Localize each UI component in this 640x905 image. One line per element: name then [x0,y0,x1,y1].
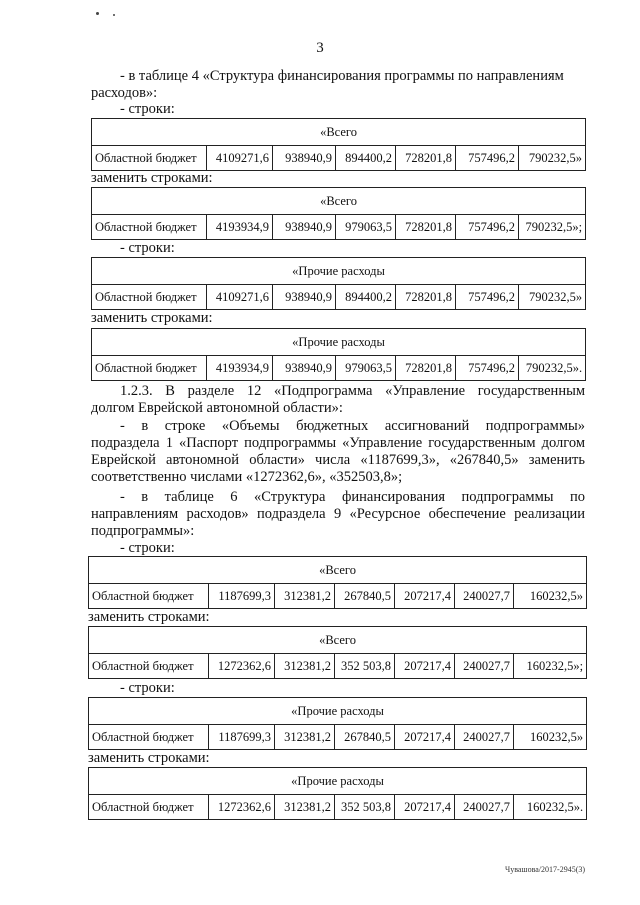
table-cell: 1272362,6 [209,654,275,679]
table-cell: 728201,8 [396,146,456,171]
table-cell: 240027,7 [455,795,514,820]
scan-speck [96,12,99,15]
para-obj-line-2: подраздела 1 «Паспорт подпрограммы «Управление государственным долгом [91,435,585,451]
rows-label: - строки: [120,240,175,256]
table-row [92,215,586,240]
table-cell: 938940,9 [273,356,336,381]
table-cell: Областной бюджет [89,725,209,750]
table-cell: 352 503,8 [335,654,395,679]
table-cell: 757496,2 [456,356,519,381]
table-cell: 790232,5» [519,285,586,310]
para-123-line-2: долгом Еврейской автономной области»: [91,400,343,416]
table-cell: Областной бюджет [89,795,209,820]
table-cell: 312381,2 [275,795,335,820]
page-number: 3 [316,40,324,56]
table-cell: Областной бюджет [92,146,207,171]
para-t6-line-2: направлениям расходов» подраздела 9 «Ресурсное обеспечение реализации [91,506,585,522]
table-cell: 160232,5» [514,725,587,750]
table-cell: 207217,4 [395,795,455,820]
table-other-old [91,257,586,310]
table-cell: 267840,5 [335,584,395,609]
table-header: «Всего [92,188,586,215]
replace-label: заменить строками: [88,750,210,766]
table-row [89,654,587,679]
table-cell: 979063,5 [336,215,396,240]
table-cell: 938940,9 [273,146,336,171]
table-cell: 4193934,9 [207,215,273,240]
table-cell: 240027,7 [455,725,514,750]
table-cell: 1272362,6 [209,795,275,820]
document-code: Чувашова/2017-2945(3) [505,865,586,874]
para-123-line-1: 1.2.3. В разделе 12 «Подпрограмма «Управление государственным [120,383,585,399]
table-cell: 352 503,8 [335,795,395,820]
table-cell: 938940,9 [273,285,336,310]
table-cell: 4109271,6 [207,285,273,310]
table-cell: 312381,2 [275,725,335,750]
table-cell: 207217,4 [395,584,455,609]
table-cell: Областной бюджет [89,584,209,609]
replace-label: заменить строками: [91,310,213,326]
table-cell: 979063,5 [336,356,396,381]
table-total-old [91,118,586,171]
table-cell: 240027,7 [455,584,514,609]
intro-line-2: расходов»: [91,85,158,101]
table-cell: 894400,2 [336,146,396,171]
table-sub-other-old [88,697,587,750]
table-cell: Областной бюджет [92,215,207,240]
table-header: «Всего [89,557,587,584]
table-cell: 312381,2 [275,584,335,609]
table-cell: 790232,5»; [519,215,586,240]
para-obj-line-1: - в строке «Объемы бюджетных ассигнований подпрограммы» [120,418,585,434]
para-obj-line-4: соответственно числами «1272362,6», «352503,8»; [91,469,403,485]
replace-label: заменить строками: [91,170,213,186]
intro-line-1: - в таблице 4 «Структура финансирования программы по направлениям [120,68,564,84]
table-header: «Всего [89,627,587,654]
table-row [92,356,586,381]
rows-label: - строки: [120,101,175,117]
table-cell: 790232,5» [519,146,586,171]
table-sub-other-new [88,767,587,820]
table-row [89,795,587,820]
table-cell: Областной бюджет [92,285,207,310]
table-cell: 1187699,3 [209,584,275,609]
table-cell: 728201,8 [396,356,456,381]
table-sub-total-new [88,626,587,679]
table-other-new [91,328,586,381]
para-t6-line-1: - в таблице 6 «Структура финансирования подпрограммы по [120,489,585,505]
table-cell: 207217,4 [395,725,455,750]
table-cell: 312381,2 [275,654,335,679]
para-t6-line-3: подпрограммы»: [91,523,195,539]
table-cell: 728201,8 [396,215,456,240]
table-header: «Прочие расходы [92,258,586,285]
table-sub-total-old [88,556,587,609]
table-row [89,584,587,609]
table-cell: Областной бюджет [92,356,207,381]
table-header: «Прочие расходы [89,698,587,725]
scan-speck [113,14,115,16]
replace-label: заменить строками: [88,609,210,625]
table-header: «Прочие расходы [92,329,586,356]
para-obj-line-3: Еврейской автономной области» числа «1187699,3», «267840,5» заменить [91,452,585,468]
table-total-new [91,187,586,240]
table-row [89,725,587,750]
table-row [92,146,586,171]
table-cell: 4109271,6 [207,146,273,171]
table-cell: 894400,2 [336,285,396,310]
table-header: «Прочие расходы [89,768,587,795]
table-cell: 160232,5»; [514,654,587,679]
table-row [92,285,586,310]
table-cell: 267840,5 [335,725,395,750]
table-cell: 207217,4 [395,654,455,679]
table-cell: 160232,5» [514,584,587,609]
table-cell: 160232,5». [514,795,587,820]
table-cell: 757496,2 [456,146,519,171]
table-cell: 757496,2 [456,285,519,310]
table-cell: 790232,5». [519,356,586,381]
table-cell: Областной бюджет [89,654,209,679]
table-cell: 1187699,3 [209,725,275,750]
table-cell: 728201,8 [396,285,456,310]
table-cell: 938940,9 [273,215,336,240]
rows-label: - строки: [120,680,175,696]
table-cell: 757496,2 [456,215,519,240]
table-header: «Всего [92,119,586,146]
table-cell: 240027,7 [455,654,514,679]
table-cell: 4193934,9 [207,356,273,381]
rows-label: - строки: [120,540,175,556]
